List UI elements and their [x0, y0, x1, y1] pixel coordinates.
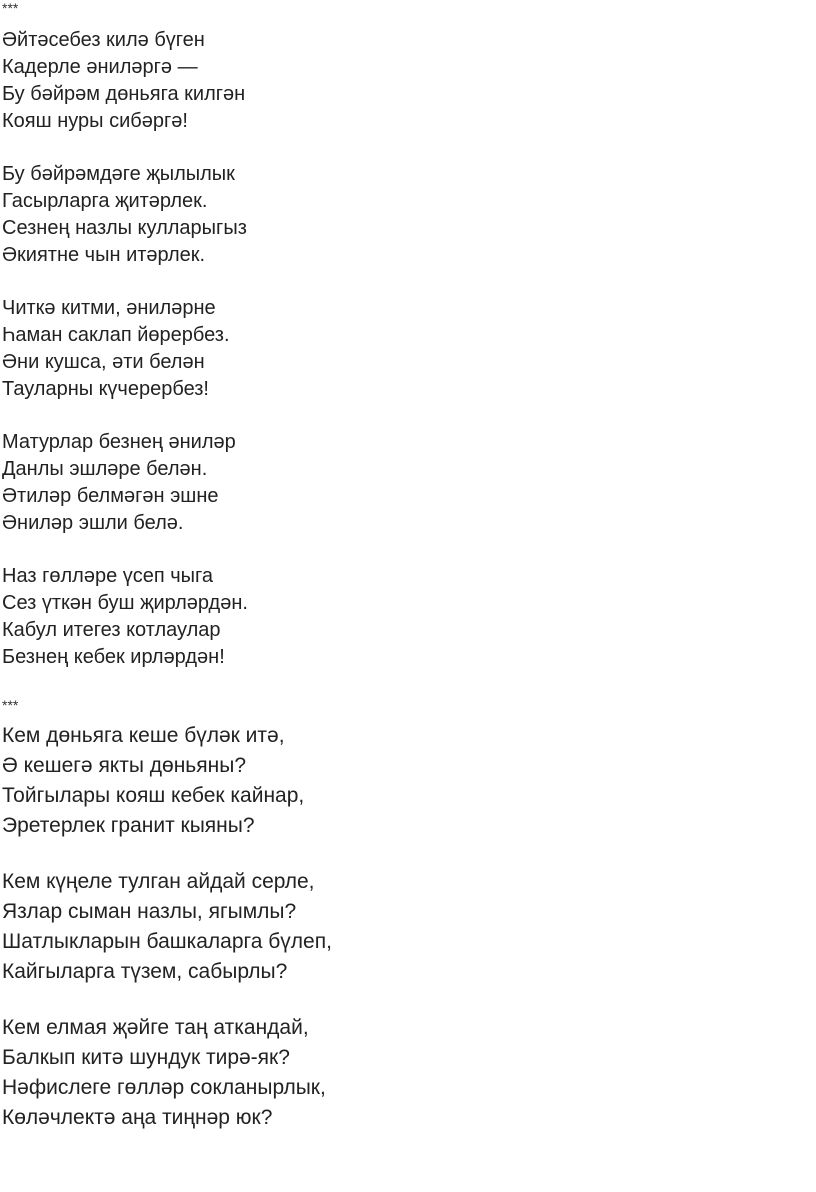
- stanza: [2, 27, 802, 135]
- poem-line: Сезнең назлы кулларыгыз: [2, 217, 247, 239]
- poem-line: Читкә китми, әниләрне: [2, 297, 216, 319]
- poem-line: Матурлар безнең әниләр: [2, 431, 236, 453]
- poem-line: Эретерлек гранит кыяны?: [2, 814, 255, 837]
- poem-line: Кайгыларга түзем, сабырлы?: [2, 960, 288, 983]
- poem-line: Кем елмая җәйге таң аткандай,: [2, 1016, 309, 1039]
- poem-line: Кем дөньяга кеше бүләк итә,: [2, 724, 285, 747]
- poem-line: Әйтәсебез килә бүген: [2, 29, 205, 51]
- poem-line: Безнең кебек ирләрдән!: [2, 646, 225, 668]
- poem-line: Кем күңеле тулган айдай серле,: [2, 870, 315, 893]
- stanza: [2, 563, 802, 671]
- poem-line: Тойгылары кояш кебек кайнар,: [2, 784, 305, 807]
- poem-line: Балкып китә шундук тирә-як?: [2, 1046, 290, 1069]
- poem-line: Бу бәйрәм дөньяга килгән: [2, 83, 246, 105]
- poem-line: Көләчлектә аңа тиңнәр юк?: [2, 1106, 273, 1129]
- poem-separator: ***: [2, 0, 19, 16]
- poem-1: [2, 0, 802, 671]
- poem-line: Кабул итегез котлаулар: [2, 619, 221, 641]
- poem-line: Әни кушса, әти белән: [2, 351, 205, 373]
- poem-line: Тауларны күчерербез!: [2, 378, 209, 400]
- poem-line: Нәфислеге гөлләр сокланырлык,: [2, 1076, 326, 1099]
- poem-line: Сез үткән буш җирләрдән.: [2, 592, 248, 614]
- poem-line: Әкиятне чын итәрлек.: [2, 244, 206, 266]
- stanza: [2, 429, 802, 537]
- poem-line: Кадерле әниләргә —: [2, 56, 198, 78]
- poem-line: Данлы эшләре белән.: [2, 458, 208, 480]
- poem-separator: ***: [2, 697, 19, 713]
- poem-line: Ә кешегә якты дөньяны?: [2, 754, 246, 777]
- poem-line: Наз гөлләре үсеп чыга: [2, 565, 214, 587]
- poem-line: Кояш нуры сибәргә!: [2, 110, 188, 132]
- poem-line: Шатлыкларын башкаларга бүлеп,: [2, 930, 332, 953]
- poem-line: Язлар сыман назлы, ягымлы?: [2, 900, 297, 923]
- document-body: [2, 0, 802, 1159]
- stanza: [2, 867, 802, 987]
- poem-line: Һаман саклап йөрербез.: [2, 324, 230, 346]
- poem-line: Әтиләр белмәгән эшне: [2, 485, 219, 507]
- stanza: [2, 295, 802, 403]
- poem-line: Гасырларга җитәрлек.: [2, 190, 208, 212]
- stanza: [2, 161, 802, 269]
- stanza: [2, 1013, 802, 1133]
- poem-2: [2, 697, 802, 1133]
- poem-line: Бу бәйрәмдәге җылылык: [2, 163, 235, 185]
- stanza: [2, 721, 802, 841]
- poem-line: Әниләр эшли белә.: [2, 512, 184, 534]
